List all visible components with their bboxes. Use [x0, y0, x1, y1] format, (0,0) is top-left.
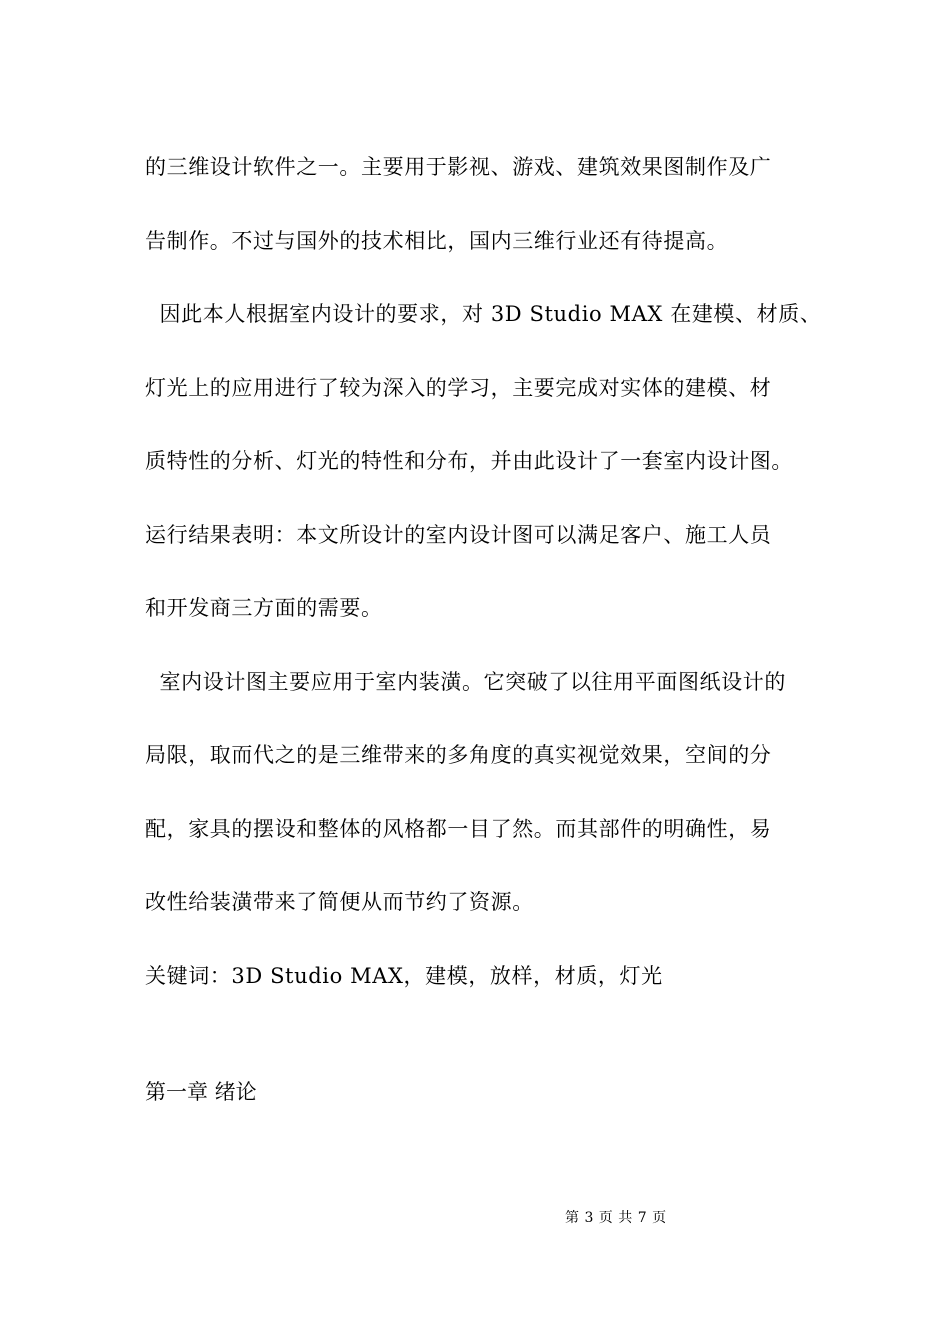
paragraph-line: 室内设计图主要应用于室内装潢。它突破了以往用平面图纸设计的 — [145, 669, 786, 694]
paragraph-line: 改性给装潢带来了简便从而节约了资源。 — [145, 890, 534, 914]
page-number-footer: 第 3 页 共 7 页 — [565, 1210, 667, 1226]
section-spacer — [145, 1013, 835, 1077]
body-text — [145, 131, 835, 1107]
paragraph-line: 配，家具的摆设和整体的风格都一目了然。而其部件的明确性，易 — [145, 816, 772, 841]
paragraph-line: 质特性的分析、灯光的特性和分布，并由此设计了一套室内设计图。 — [145, 449, 793, 473]
paragraph-line: 告制作。不过与国外的技术相比，国内三维行业还有待提高。 — [145, 228, 729, 253]
paragraph-line: 的三维设计软件之一。主要用于影视、游戏、建筑效果图制作及广 — [145, 155, 772, 179]
paragraph-line: 因此本人根据室内设计的要求，对 3D Studio MAX 在建模、材质、 — [145, 302, 822, 326]
paragraph-line: 灯光上的应用进行了较为深入的学习，主要完成对实体的建模、材 — [145, 375, 772, 400]
chapter-heading: 第一章 绪论 — [145, 1080, 257, 1104]
keywords-line: 关键词：3D Studio MAX，建模，放样，材质，灯光 — [145, 963, 663, 988]
paragraph-line: 局限，取而代之的是三维带来的多角度的真实视觉效果，空间的分 — [145, 743, 772, 767]
paragraph-line: 和开发商三方面的需要。 — [145, 596, 383, 620]
paragraph-line: 运行结果表明：本文所设计的室内设计图可以满足客户、施工人员 — [145, 522, 772, 547]
